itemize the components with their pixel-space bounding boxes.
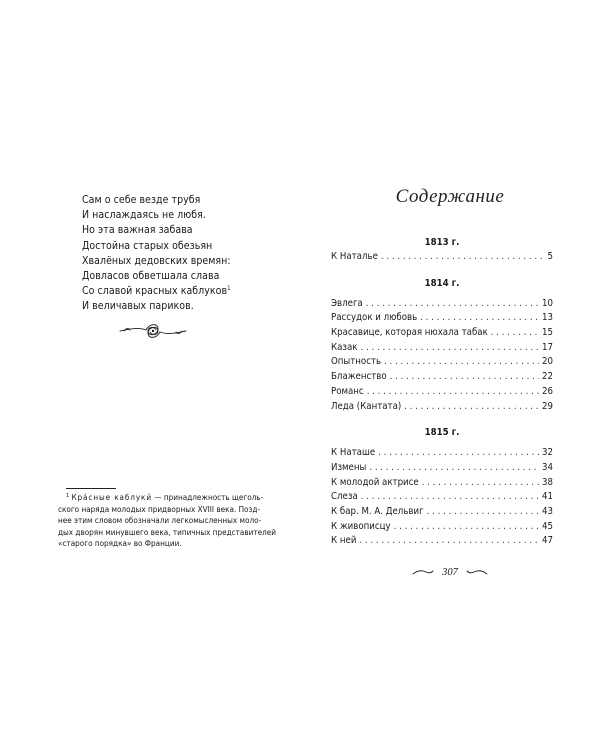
toc-entry-page: 32 — [542, 447, 553, 459]
right-swash-ornament-icon — [466, 568, 488, 576]
toc-entry[interactable] — [331, 490, 553, 505]
poem-line: Довласов обветшала слава — [82, 270, 220, 283]
footnote-reference[interactable]: 1 — [227, 285, 231, 293]
dot-leader — [369, 461, 539, 476]
toc-entry[interactable] — [331, 311, 553, 326]
toc-entry[interactable] — [331, 534, 553, 549]
toc-entry[interactable] — [331, 355, 553, 370]
poem-line: И наслаждаясь не любя. — [82, 209, 206, 222]
toc-entry-page: 38 — [542, 476, 553, 488]
dot-leader — [381, 250, 545, 265]
poem-line: И величавых париков. — [82, 300, 194, 313]
toc-entry-page: 26 — [542, 385, 553, 397]
toc-entry-title: Опытность — [331, 356, 382, 368]
footnote-line: дых дворян минувшего века, типичных представителей — [58, 526, 276, 537]
toc-entry-title: Слеза — [331, 491, 358, 503]
dot-leader — [390, 370, 539, 385]
toc-entry-page: 29 — [542, 400, 553, 412]
toc-entry[interactable] — [331, 400, 553, 415]
footnote-line: нее этим словом обозначали легкомысленных моло- — [58, 515, 262, 526]
toc-entry-title: Эвлега — [331, 297, 363, 309]
contents-heading: Содержание — [395, 186, 505, 207]
poem-line-text: Со славой красных каблуков — [82, 285, 228, 298]
dot-leader — [367, 385, 539, 400]
page-footer — [300, 563, 600, 579]
toc-entry[interactable] — [331, 370, 553, 385]
year-heading: 1813 г. — [424, 237, 460, 248]
right-page — [300, 0, 600, 750]
footnote-line: ского наряда молодых придворных XVIII века. Позд- — [58, 503, 261, 514]
toc-entry[interactable] — [331, 326, 553, 341]
left-swash-ornament-icon — [412, 568, 434, 576]
toc-entry-page: 45 — [542, 520, 553, 532]
poem-line: Хвалёных дедовских времян: — [82, 254, 231, 267]
toc-entry[interactable] — [331, 461, 553, 476]
dot-leader — [422, 476, 539, 491]
toc-entry-page: 41 — [542, 491, 553, 503]
poem-line: Сам о себе везде трубя — [82, 194, 201, 206]
dot-leader — [420, 311, 539, 326]
dot-leader — [394, 520, 539, 535]
poem-stanza — [82, 193, 292, 315]
footnote — [58, 492, 290, 550]
dot-leader — [361, 341, 540, 356]
dot-leader — [361, 490, 539, 505]
toc-entry[interactable] — [331, 520, 553, 535]
dot-leader — [384, 355, 539, 370]
toc-entry-page: 17 — [542, 341, 553, 353]
toc-entry[interactable] — [331, 476, 553, 491]
toc-entry-title: К живописцу — [331, 520, 391, 532]
footnote-text: — принадлежность щеголь- — [151, 492, 264, 502]
toc-entry[interactable] — [331, 250, 553, 265]
dot-leader — [491, 326, 539, 341]
toc-entry-title: Рассудок и любовь — [331, 312, 418, 324]
toc-entry[interactable] — [331, 446, 553, 461]
toc-entry-page: 15 — [542, 327, 553, 339]
toc-entry-page: 43 — [542, 505, 553, 517]
year-heading: 1814 г. — [424, 277, 460, 289]
toc-entry-page: 20 — [542, 356, 553, 368]
toc-entry-title: К молодой актрисе — [331, 476, 419, 488]
year-heading: 1815 г. — [424, 427, 460, 439]
toc-entry-title: Блаженство — [331, 371, 387, 383]
toc-entry-page: 47 — [542, 535, 553, 547]
toc-entry[interactable] — [331, 385, 553, 400]
toc-entry[interactable] — [331, 341, 553, 356]
toc-entry-title: Казак — [331, 341, 358, 353]
toc-entry-title: Измены — [331, 461, 367, 473]
poem-line: Но эта важная забава — [82, 224, 193, 237]
toc-entry-title: К Наталье — [331, 251, 378, 262]
toc-entry-page: 5 — [547, 251, 553, 262]
toc-entry-title: К бар. М. А. Дельвиг — [331, 505, 424, 517]
toc-entry-page: 10 — [542, 297, 553, 309]
table-of-contents — [331, 236, 553, 549]
toc-entry-title: Леда (Кантата) — [331, 400, 402, 412]
dot-leader — [427, 505, 539, 520]
dot-leader — [404, 400, 539, 415]
page-number: 307 — [442, 566, 458, 578]
footnote-line: «старого порядка» во Франции. — [58, 538, 182, 549]
toc-entry[interactable] — [331, 505, 553, 520]
footnote-mark: 1 — [66, 493, 70, 499]
toc-entry-page: 22 — [542, 371, 553, 383]
flourish-ornament-icon — [118, 319, 188, 343]
footnote-term: Кра́сные каблуки́ — [71, 492, 152, 502]
footnote-first-line — [58, 492, 290, 504]
poem-line-with-footnote — [82, 284, 292, 299]
toc-entry-page: 13 — [542, 312, 553, 324]
dot-leader — [359, 534, 539, 549]
toc-entry-title: К Наташе — [331, 447, 376, 459]
dot-leader — [366, 297, 539, 312]
toc-entry-title: Романс — [331, 385, 364, 397]
poem-line: Достойна старых обезьян — [82, 239, 213, 252]
toc-entry-title: Красавице, которая нюхала табак — [331, 327, 488, 339]
toc-entry-title: К ней — [331, 535, 357, 547]
toc-entry-page: 34 — [542, 461, 553, 473]
toc-entry[interactable] — [331, 297, 553, 312]
dot-leader — [378, 446, 539, 461]
footnote-divider — [66, 488, 116, 489]
